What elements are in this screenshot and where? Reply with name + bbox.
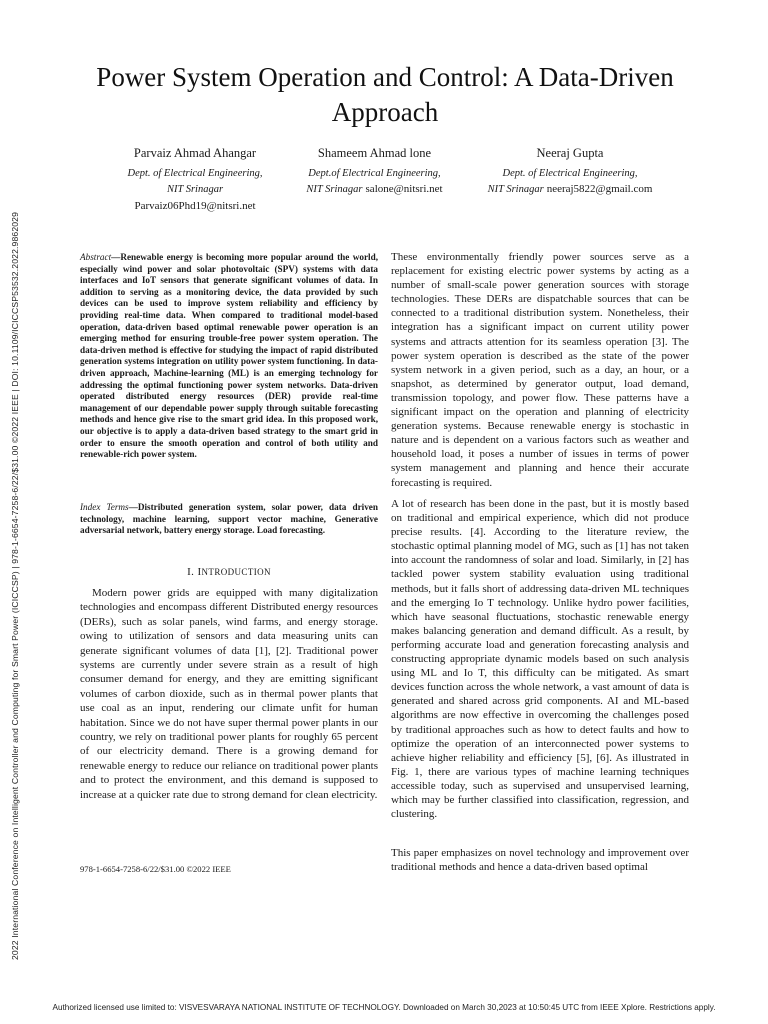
body-paragraph-2: A lot of research has been done in the past, but it is mostly based on traditional and empirical experience, which did not produce precise results. [4]. According to the literature review, the stochastic optimal planning model of MG, such as [1] has not taken into account the randomness of solar and load. Similarly, in [2] has tackled power system stability evaluation using traditional methods, but it falls short of addressing data-driven ML techniques and the emerging Io T technology. Unlike hydro power facilities, which have seasonal fluctuations, stochastic renewable energy makes balancing generation and demand difficult. As a result, by performing accurate load and generation forecasting analysis and constructing appropriate dynamic models based on such analysis using ML and Io T, this difficulty can be mitigated. As smart devices function across the whole network, a vast amount of data is generated and shared across grid components. AI and ML-based algorithms are now effective in overcoming the challenges posed by traditional approaches such as how to detect faults and how to optimize the operation of an interconnected power systems to achieve higher reliability and efficiency [5], [6]. As illustrated in Fig. 1, there are various types of machine learning techniques accessible today, such as supervised and unsupervised learning, which may be further classified into classification, regression, and clustering. [391,498,689,821]
author-name: Parvaiz Ahmad Ahangar [133,146,257,160]
author-email[interactable]: salone@nitsri.net [365,183,443,195]
body-paragraph-1: These environmentally friendly power sources serve as a replacement for existing electric power systems by acting as a number of small-scale power generation sources with storage technologies. These DERs are dispatchable sources that can be connected to a traditional distribution system. Nonetheless, their integration has a significant impact on current utility power systems and attracts attention for its seamless operation [3]. The power system operation is described as the state of the power system network in a given period, such as a day, an hour, or a snapshot, as determined by generator output, load demand, transmission topology, and power flow. These patterns have a significant impact on the operation and planning of electricity generation systems. Because renewable energy is stochastic in nature and is dependent on a various factors such as weather and household load, it poses a number of issues in terms of power system management and planning and hence their accurate forecasting is required. [391,251,689,489]
index-terms-label: Index Terms [80,502,129,512]
section-heading [80,566,378,578]
author-block-1 [100,146,290,214]
author-block-3 [470,146,670,198]
author-affiliation: NIT Srinagar [166,184,224,195]
author-email[interactable]: neeraj5822@gmail.com [546,183,653,195]
intro-paragraph: Modern power grids are equipped with many digitalization technologies and encompass different Distributed energy resources (DERs), such as solar panels, wind farms, and energy storage. owing to utilization of sensors and data measuring units can generate significant volumes of data [1], [2]. Traditional power systems are currently under severe strain as a result of high consumer demand for energy, and they are emitting significant volumes of carbon dioxide, such as in thermal power plants that use coal as an input, rendering our climate unfit for human habitation. Since we do not have super thermal power plants in our country, we rely on traditional power plants for roughly 65 percent of our electricity demand. There is a growing demand for renewable energy to reduce our reliance on traditional power plants and to protect the environment, and this demand is supposed to increase at a quicker rate due to strong demand for clean electricity. [80,587,378,801]
copyright-notice: 978-1-6654-7258-6/22/$31.00 ©2022 IEEE [80,864,231,874]
license-footer: Authorized licensed use limited to: VISVESVARAYA NATIONAL INSTITUTE OF TECHNOLOGY. Downloaded on March 30,2023 at 10:50:45 UTC from IEEE Xplore. Restrictions apply. [52,1003,716,1012]
section-number: I. [187,566,195,578]
abstract-body: —Renewable energy is becoming more popular around the world, especially wind power and solar photovoltaic (SPV) systems with data interfaces and IoT sensors that generate significant volumes of data. In addition to serving as a monitoring device, the data provided by such devices can be used to improve system reliability and efficiency by providing real-time data. When compared to traditional model-based operation, data-driven based optimal renewable power operation is an emerging method for ensuring trouble-free power system operation. The data-driven method is effective for studying the impact of rapid distributed generation systems integration on utility power system functioning. In data-driven approach, Machine-learning (ML) is an emerging technology for addressing the optimal functioning power system networks. Data-driven operated distributed energy resources (DER) provide real-time management of our dependable power supply through suitable forecasting methods and hence give rise to the smart grid idea. In this proposed work, our objective is to apply a data-driven based strategy to the smart grid in order to ensure the smooth operation and control of both utility and renewable-rich power system. [80,252,378,460]
abstract [80,252,378,461]
author-name: Neeraj Gupta [536,146,604,160]
author-affiliation: NIT Srinagar [487,184,544,195]
section-title-initial: I [197,566,202,578]
author-dept: Dept. of Electrical Engineering, [127,167,263,179]
author-affiliation: NIT Srinagar [306,184,363,195]
index-terms [80,502,378,537]
doi-sidebar: 2022 International Conference on Intelligent Controller and Computing for Smart Power (ICICCSP) | 978-1-6654-7258-6/22/$31.00 ©2022 IEEE | DOI: 10.1109/ICICCSP53532.2022.9862029 [10,211,20,960]
body-paragraph-3: This paper emphasizes on novel technology and improvement over traditional methods and hence a data-driven based optimal [391,847,689,874]
author-email[interactable]: Parvaiz06Phd19@nitsri.net [134,199,256,212]
author-dept: Dept. of Electrical Engineering, [502,167,638,179]
author-name: Shameem Ahmad lone [317,146,432,160]
author-block-2 [282,146,467,198]
abstract-label: Abstract [80,252,112,262]
author-dept: Dept.of Electrical Engineering, [308,167,441,179]
index-terms-body: —Distributed generation system, solar power, data driven technology, machine learning, support vector machine, Generative adversarial network, battery energy storage. Load forecasting. [80,502,378,536]
section-title-rest: NTRODUCTION [201,567,271,577]
paper-title: Power System Operation and Control: A Data-Driven Approach [96,62,674,127]
